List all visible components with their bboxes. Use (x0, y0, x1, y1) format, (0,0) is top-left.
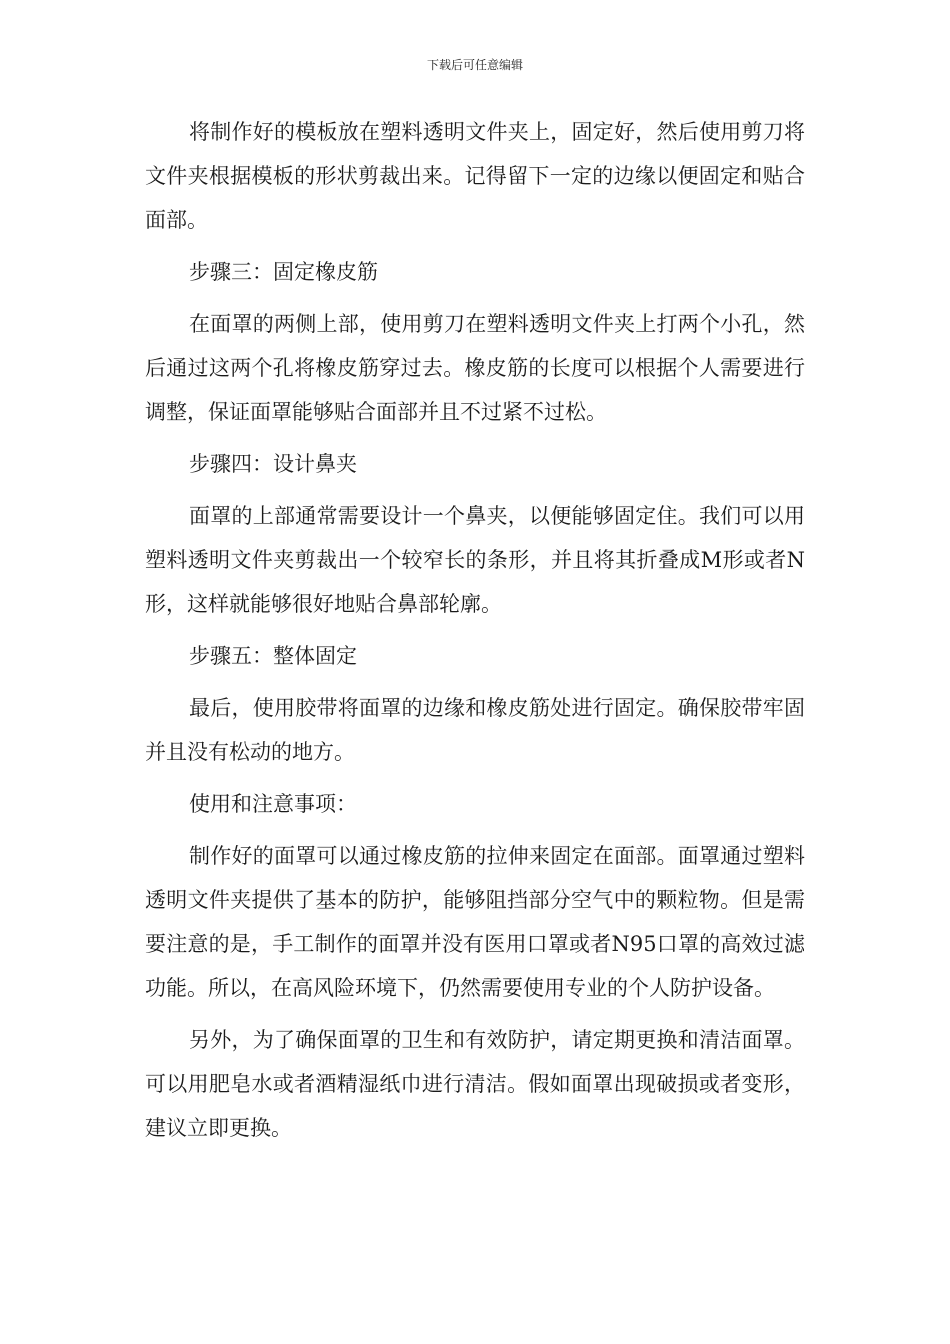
paragraph-overall-fix: 最后，使用胶带将面罩的边缘和橡皮筋处进行固定。确保胶带牢固并且没有松动的地方。 (145, 696, 805, 764)
document-body (145, 110, 805, 1158)
step-three-heading: 步骤三：固定橡皮筋 (189, 260, 378, 284)
step-five-heading: 步骤五：整体固定 (189, 644, 357, 668)
paragraph-nose-clip: 面罩的上部通常需要设计一个鼻夹，以便能够固定住。我们可以用塑料透明文件夹剪裁出一个较窄长的条形，并且将其折叠成M形或者N形，这样就能够很好地贴合鼻部轮廓。 (145, 504, 805, 616)
usage-notes-heading: 使用和注意事项： (189, 792, 357, 816)
paragraph-cut-template: 将制作好的模板放在塑料透明文件夹上，固定好，然后使用剪刀将文件夹根据模板的形状剪裁出来。记得留下一定的边缘以便固定和贴合面部。 (145, 120, 805, 232)
paragraph-fix-rubber-band: 在面罩的两侧上部，使用剪刀在塑料透明文件夹上打两个小孔，然后通过这两个孔将橡皮筋穿过去。橡皮筋的长度可以根据个人需要进行调整，保证面罩能够贴合面部并且不过紧不过松。 (145, 312, 805, 424)
step-four-heading: 步骤四：设计鼻夹 (189, 452, 357, 476)
page-header: 下载后可任意编辑 (426, 58, 523, 72)
paragraph-hygiene: 另外，为了确保面罩的卫生和有效防护，请定期更换和清洁面罩。可以用肥皂水或者酒精湿纸巾进行清洁。假如面罩出现破损或者变形，建议立即更换。 (145, 1028, 805, 1140)
paragraph-usage: 制作好的面罩可以通过橡皮筋的拉伸来固定在面部。面罩通过塑料透明文件夹提供了基本的防护，能够阻挡部分空气中的颗粒物。但是需要注意的是，手工制作的面罩并没有医用口罩或者N95口罩的高效过滤功能。所以，在高风险环境下，仍然需要使用专业的个人防护设备。 (145, 844, 805, 1000)
